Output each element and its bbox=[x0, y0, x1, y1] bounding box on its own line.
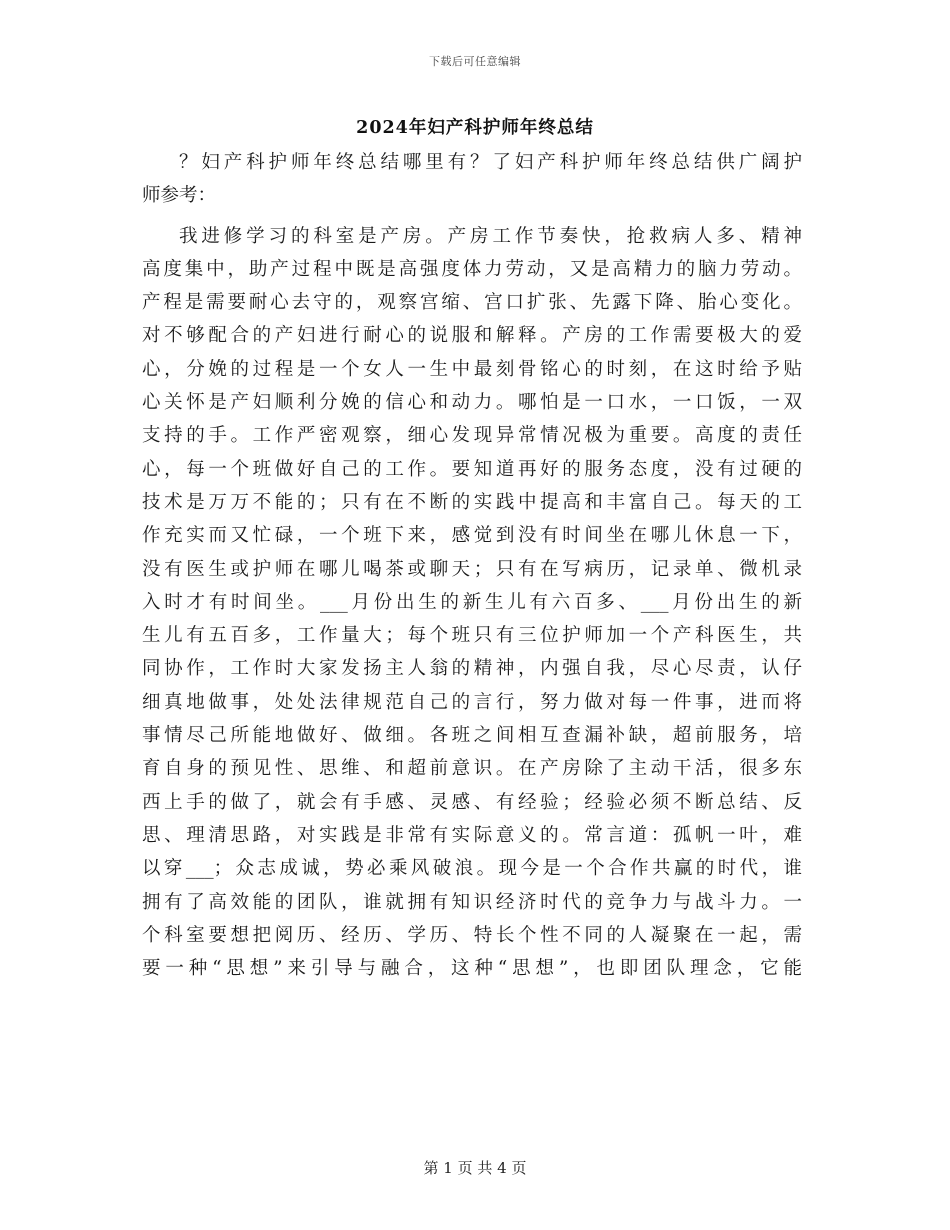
paragraph-line: 产程是需要耐心去守的，观察宫缩、宫口扩张、先露下降、胎心变化。 bbox=[142, 292, 802, 314]
main-paragraph bbox=[142, 220, 802, 986]
paragraph-line: 对不够配合的产妇进行耐心的说服和解释。产房的工作需要极大的爱 bbox=[142, 325, 802, 347]
paragraph-line: 细真地做事，处处法律规范自己的言行，努力做对每一件事，进而将 bbox=[142, 691, 802, 713]
paragraph-line: 作充实而又忙碌，一个班下来，感觉到没有时间坐在哪儿休息一下， bbox=[142, 525, 802, 547]
paragraph-line: 我进修学习的科室是产房。产房工作节奏快，抢救病人多、精神 bbox=[179, 225, 802, 247]
paragraph-line: 没有医生或护师在哪儿喝茶或聊天；只有在写病历，记录单、微机录 bbox=[142, 558, 802, 580]
paragraph-line: 支持的手。工作严密观察，细心发现异常情况极为重要。高度的责任 bbox=[142, 425, 802, 447]
paragraph-line: 生儿有五百多，工作量大；每个班只有三位护师加一个产科医生，共 bbox=[142, 625, 802, 647]
document-title: 2024年妇产科护师年终总结 bbox=[356, 118, 594, 138]
paragraph-line: 以穿___；众志成诚，势必乘风破浪。现今是一个合作共赢的时代，谁 bbox=[142, 858, 802, 880]
paragraph-line: 心，分娩的过程是一个女人一生中最刻骨铭心的时刻，在这时给予贴 bbox=[142, 358, 802, 380]
paragraph-line: 要一种“思想”来引导与融合，这种“思想”，也即团队理念，它能 bbox=[142, 958, 802, 980]
paragraph-line: 西上手的做了，就会有手感、灵感、有经验；经验必须不断总结、反 bbox=[142, 791, 802, 813]
intro-paragraph bbox=[142, 146, 802, 213]
document-body bbox=[142, 146, 802, 985]
paragraph-line: 心关怀是产妇顺利分娩的信心和动力。哪怕是一口水，一口饭，一双 bbox=[142, 392, 802, 414]
paragraph-line: 心，每一个班做好自己的工作。要知道再好的服务态度，没有过硬的 bbox=[142, 458, 802, 480]
paragraph-line: 事情尽己所能地做好、做细。各班之间相互查漏补缺，超前服务，培 bbox=[142, 725, 802, 747]
paragraph-line: 技术是万万不能的；只有在不断的实践中提高和丰富自己。每天的工 bbox=[142, 491, 802, 513]
paragraph-line: 高度集中，助产过程中既是高强度体力劳动，又是高精力的脑力劳动。 bbox=[142, 258, 802, 280]
paragraph-line: 育自身的预见性、思维、和超前意识。在产房除了主动干活，很多东 bbox=[142, 758, 802, 780]
intro-line: ？妇产科护师年终总结哪里有？了妇产科护师年终总结供广阔护 bbox=[179, 152, 802, 173]
paragraph-line: 思、理清思路，对实践是非常有实际意义的。常言道：孤帆一叶，难 bbox=[142, 824, 802, 846]
page-number-footer: 第 1 页 共 4 页 bbox=[423, 1159, 527, 1177]
intro-line: 师参考： bbox=[142, 185, 217, 207]
paragraph-line: 入时才有时间坐。___月份出生的新生儿有六百多、___月份出生的新 bbox=[142, 591, 802, 613]
page-header-note: 下载后可任意编辑 bbox=[429, 55, 521, 68]
paragraph-line: 同协作，工作时大家发扬主人翁的精神，内强自我，尽心尽责，认仔 bbox=[142, 658, 802, 680]
paragraph-line: 拥有了高效能的团队，谁就拥有知识经济时代的竞争力与战斗力。一 bbox=[142, 891, 802, 913]
paragraph-line: 个科室要想把阅历、经历、学历、特长个性不同的人凝聚在一起，需 bbox=[142, 924, 802, 946]
